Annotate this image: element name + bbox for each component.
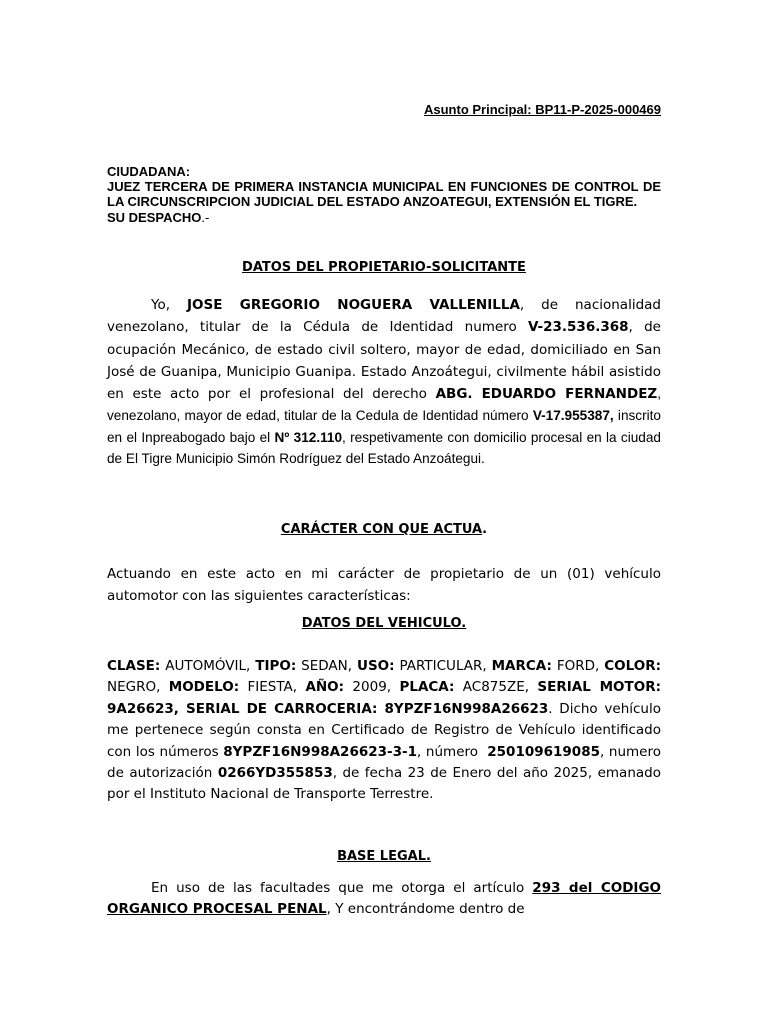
addressee-line-despacho — [107, 210, 661, 225]
clase-label: CLASE: — [107, 658, 161, 674]
text-segment: En uso de las facultades que me otorga el artículo — [151, 880, 533, 896]
clase-value: AUTOMÓVIL, — [160, 658, 256, 674]
despacho-text: SU DESPACHO — [107, 209, 202, 225]
heading-caracter-text: CARÁCTER CON QUE ACTUA — [280, 522, 483, 537]
lawyer-cedula: V-17.955387, — [532, 408, 614, 424]
asunto-label: Asunto Principal: — [424, 102, 532, 117]
heading-vehiculo: DATOS DEL VEHICULO. — [301, 616, 467, 631]
placa-label: PLACA: — [399, 679, 455, 696]
serial-numbers: SERIAL MOTOR: 9A26623, SERIAL DE CARROCERIA: 8YPZF16N998A26623 — [107, 679, 662, 717]
text-segment: . Dicho vehículo me pertenece según consta en Certificado de Registro de Vehículo identificado con los números — [107, 700, 661, 760]
text-segment: , numero de autorización — [107, 743, 661, 782]
uso-value: PARTICULAR, — [394, 658, 492, 674]
tipo-value: SEDAN, — [296, 658, 357, 674]
uso-label: USO: — [357, 658, 395, 674]
heading-base-legal: BASE LEGAL. — [337, 849, 431, 864]
text-segment: , número — [417, 743, 488, 760]
tipo-label: TIPO: — [255, 658, 297, 674]
autorizacion-number: 0266YD355853 — [217, 765, 333, 782]
anio-label: AÑO: — [305, 679, 345, 696]
numero-value: 250109619085 — [487, 743, 600, 760]
paragraph-propietario — [107, 294, 661, 469]
owner-name: JOSE GREGORIO NOGUERA VALLENILLA — [186, 297, 520, 313]
heading-caracter — [0, 522, 768, 537]
asunto-value: BP11-P-2025-000469 — [531, 102, 661, 117]
modelo-label: MODELO: — [168, 679, 240, 696]
color-label: COLOR: — [604, 658, 662, 674]
text-segment: , Y encontrándome dentro de — [326, 901, 525, 918]
text-segment: inscrito en el Inpreabogado bajo el — [107, 408, 661, 445]
addressee-block — [107, 164, 661, 225]
legal-article: 293 del CODIGO ORGANICO PROCESAL PENAL — [107, 880, 661, 918]
paragraph-caracter: Actuando en este acto en mi carácter de propietario de un (01) vehículo automotor con las siguientes características: — [107, 566, 661, 604]
text-yo: Yo, — [151, 297, 187, 313]
text-segment: , de nacionalidad venezolano, titular de la Cédula de Identidad numero — [107, 297, 661, 336]
text-segment: , de ocupación Mecánico, de estado civil soltero, mayor de edad, domiciliado en San José de Guanipa, Municipio Guanipa. Estado Anzoátegui, civilmente hábil asistido en este acto por el profesional del derecho — [107, 319, 661, 403]
heading-caracter-suffix: . — [482, 522, 488, 537]
placa-value: AC875ZE, — [454, 679, 538, 696]
registro-number: 8YPZF16N998A26623-3-1 — [223, 743, 418, 760]
text-segment: , venezolano, mayor de edad, titular de la Cedula de Identidad número — [107, 386, 661, 424]
marca-label: MARCA: — [491, 658, 552, 674]
owner-cedula: V-23.536.368 — [528, 319, 629, 336]
lawyer-name: ABG. EDUARDO FERNANDEZ — [435, 386, 658, 403]
addressee-line-ciudadana: CIUDADANA: — [107, 164, 191, 179]
heading-propietario: DATOS DEL PROPIETARIO-SOLICITANTE — [242, 260, 526, 275]
addressee-line-juez: JUEZ TERCERA DE PRIMERA INSTANCIA MUNICIPAL EN FUNCIONES DE CONTROL DE LA CIRCUNSCRIPCION JUDICIAL DEL ESTADO ANZOATEGUI, EXTENSIÓN EL TIGRE. — [107, 179, 661, 210]
marca-value: FORD, — [551, 658, 605, 674]
paragraph-base-legal — [107, 878, 661, 921]
text-segment: , respetivamente con domicilio procesal en la ciudad de El Tigre Municipio Simón Rodríguez del Estado Anzoátegui. — [107, 429, 661, 467]
anio-value: 2009, — [344, 679, 400, 696]
paragraph-vehiculo — [107, 656, 661, 806]
color-value: NEGRO, — [107, 679, 169, 696]
despacho-suffix: .- — [201, 209, 210, 225]
text-segment: , de fecha 23 de Enero del año 2025, emanado por el Instituto Nacional de Transporte Terrestre. — [107, 765, 661, 803]
modelo-value: FIESTA, — [239, 679, 306, 696]
asunto-principal — [0, 102, 661, 117]
inpreabogado-number: Nº 312.110 — [274, 429, 343, 445]
